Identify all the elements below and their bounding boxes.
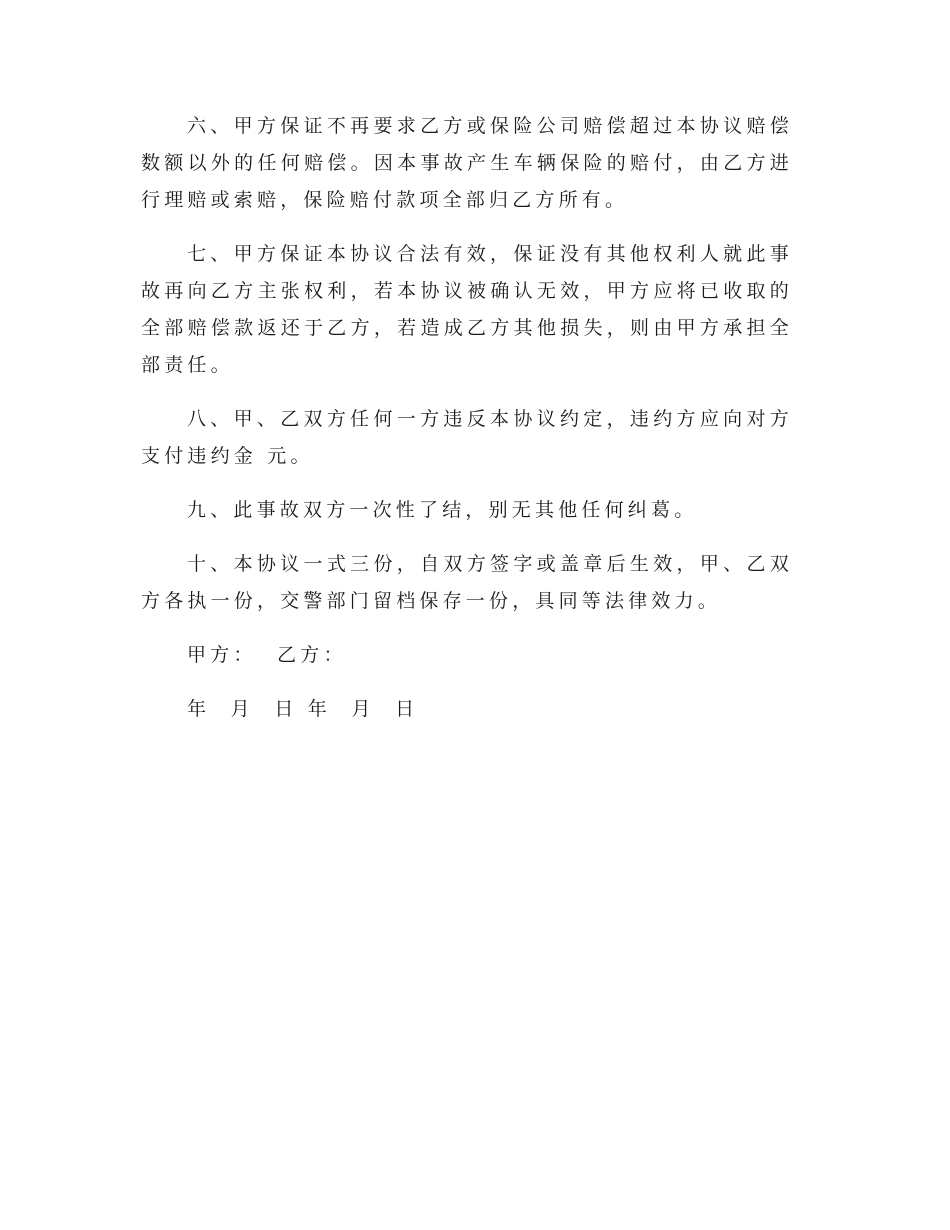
clause-8: 八、甲、乙双方任何一方违反本协议约定，违约方应向对方支付违约金 元。: [141, 408, 793, 467]
clause-10: 十、本协议一式三份，自双方签字或盖章后生效，甲、乙双方各执一份，交警部门留档保存一份，具同等法律效力。: [141, 553, 793, 612]
clause-7: 七、甲方保证本协议合法有效，保证没有其他权利人就此事故再向乙方主张权利，若本协议被确认无效，甲方应将已收取的全部赔偿款返还于乙方，若造成乙方其他损失，则由甲方承担全部责任。: [141, 243, 793, 376]
clause-6: 六、甲方保证不再要求乙方或保险公司赔偿超过本协议赔偿数额以外的任何赔偿。因本事故产生车辆保险的赔付，由乙方进行理赔或索赔，保险赔付款项全部归乙方所有。: [141, 115, 793, 211]
clause-9: 九、此事故双方一次性了结，别无其他任何纠葛。: [187, 499, 698, 521]
document-body: [141, 108, 793, 745]
date-line: 年 月 日 年 月 日: [187, 698, 419, 720]
signature-line: 甲方： 乙方：: [187, 644, 347, 666]
